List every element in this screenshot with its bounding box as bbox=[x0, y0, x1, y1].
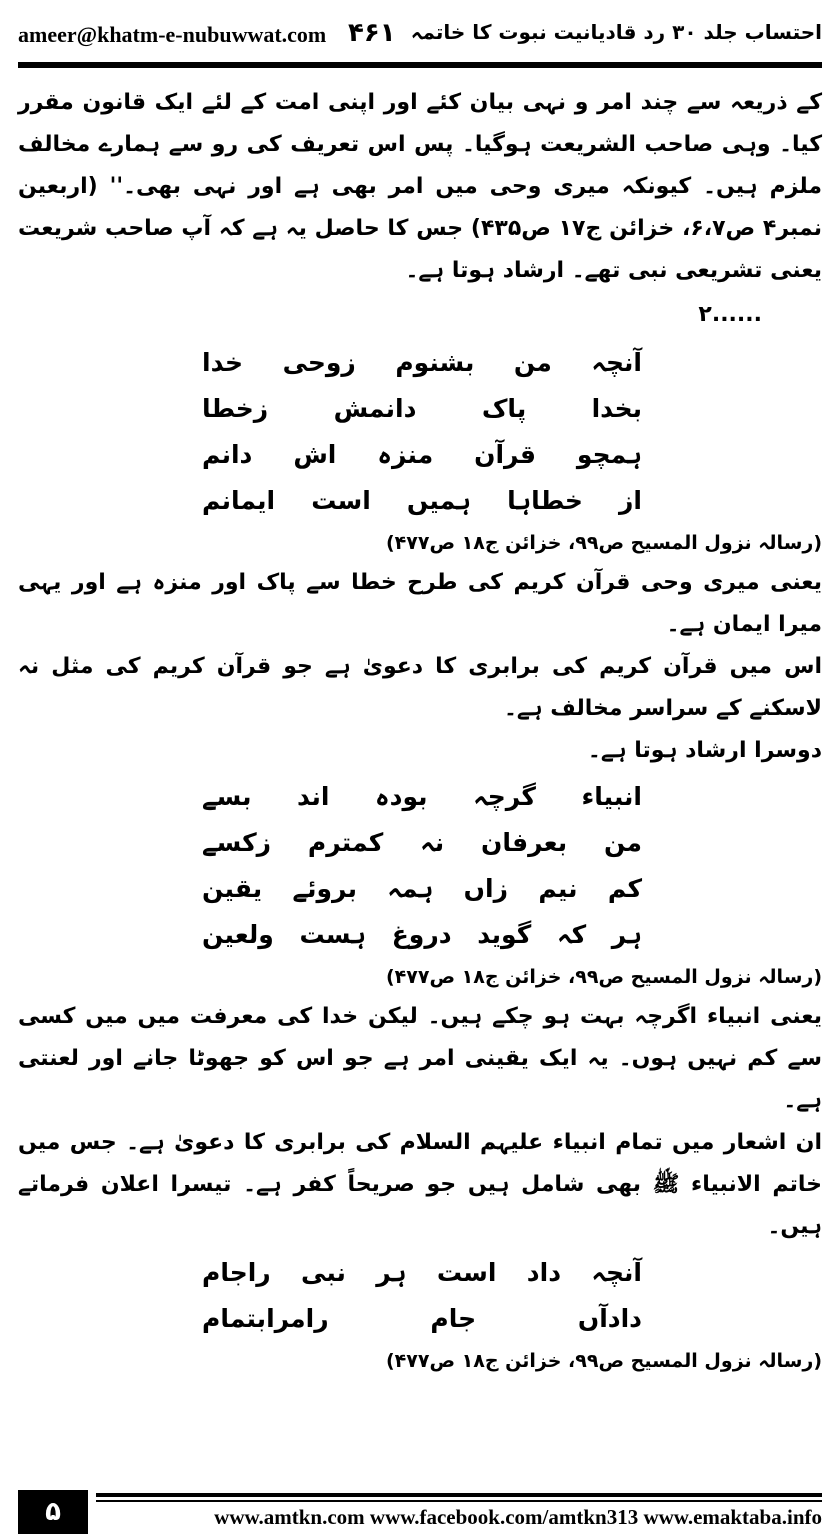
verse-word: نہ bbox=[420, 828, 445, 857]
verse-line bbox=[202, 774, 642, 820]
verse-word: رامرابتمام bbox=[202, 1304, 329, 1333]
translation-1: یعنی میری وحی قرآن کریم کی طرح خطا سے پاک اور منزہ ہے اور یہی میرا ایمان ہے۔ bbox=[18, 570, 822, 637]
verse-word: ہر bbox=[376, 1258, 407, 1287]
verse-line bbox=[202, 820, 642, 866]
verse-word: نیم bbox=[538, 874, 578, 903]
commentary-1: اس میں قرآن کریم کی برابری کا دعویٰ ہے جو قرآن کریم کی مثل نہ لاسکنے کے سراسر مخالف ہے۔ bbox=[18, 654, 822, 721]
verse-2 bbox=[202, 774, 642, 958]
verse-word: بشنوم bbox=[395, 348, 475, 377]
verse-word: کمترم bbox=[307, 828, 384, 857]
verse-word: دروغ bbox=[391, 920, 452, 949]
verse-line bbox=[202, 478, 642, 524]
verse-word: داد bbox=[526, 1258, 562, 1287]
verse-word: جام bbox=[430, 1304, 477, 1333]
verse-word: خدا bbox=[202, 348, 244, 377]
verse-word: زاں bbox=[463, 874, 508, 903]
verse-word: است bbox=[311, 486, 371, 515]
verse-word: نبی bbox=[301, 1258, 346, 1287]
verse-word: اش bbox=[293, 440, 337, 469]
verse-word: است bbox=[436, 1258, 497, 1287]
verse-word: دانمش bbox=[333, 394, 417, 423]
verse-word: یقین bbox=[202, 874, 263, 903]
verse-word: پاک bbox=[481, 394, 527, 423]
translation-2: یعنی انبیاء اگرچہ بہت ہو چکے ہیں۔ لیکن خدا کی معرفت میں میں کسی سے کم نہیں ہوں۔ یہ ایک یقینی امر ہے جو اس کو جھوٹا جانے اور لعنتی ہے۔ bbox=[18, 1004, 822, 1113]
item-marker: ......۲ bbox=[698, 302, 762, 327]
verse-word: ہست bbox=[299, 920, 367, 949]
verse-line bbox=[202, 432, 642, 478]
verse-word: بودہ bbox=[375, 782, 428, 811]
verse-word: از bbox=[619, 486, 642, 515]
second-decree: دوسرا ارشاد ہوتا ہے۔ bbox=[587, 738, 822, 763]
verse-word: من bbox=[513, 348, 552, 377]
footer-rule bbox=[96, 1493, 822, 1497]
reference-2: (رسالہ نزول المسیح ص۹۹، خزائن ج۱۸ ص۴۷۷) bbox=[385, 966, 822, 988]
verse-word: اند bbox=[297, 782, 330, 811]
verse-word: بخدا bbox=[591, 394, 642, 423]
verse-word: من bbox=[604, 828, 642, 857]
footer-rule-thin bbox=[96, 1500, 822, 1502]
verse-line bbox=[202, 1296, 642, 1342]
verse-word: ہمچو bbox=[576, 440, 642, 469]
verse-word: ہمیں bbox=[406, 486, 472, 515]
footer-websites: www.amtkn.com www.facebook.com/amtkn313 www.emaktaba.info bbox=[214, 1505, 822, 1529]
verse-word: ایمانم bbox=[202, 486, 276, 515]
header-rule bbox=[18, 62, 822, 68]
footer-page-badge: ۵ bbox=[18, 1490, 88, 1534]
verse-word: کم bbox=[607, 874, 642, 903]
page-header bbox=[18, 14, 822, 58]
verse-line bbox=[202, 340, 642, 386]
verse-word: کہ bbox=[556, 920, 587, 949]
verse-word: منزہ bbox=[377, 440, 434, 469]
verse-word: ہمہ bbox=[387, 874, 434, 903]
verse-1 bbox=[202, 340, 642, 524]
header-page-number: ۴۶۱ bbox=[348, 18, 396, 48]
verse-word: گوید bbox=[477, 920, 532, 949]
verse-word: راجام bbox=[202, 1258, 271, 1287]
header-email: ameer@khatm-e-nubuwwat.com bbox=[18, 22, 327, 47]
verse-line bbox=[202, 386, 642, 432]
verse-word: دادآں bbox=[577, 1304, 642, 1333]
verse-word: بروئے bbox=[292, 874, 357, 903]
verse-word: بسے bbox=[202, 782, 252, 811]
verse-line bbox=[202, 866, 642, 912]
paragraph-1: کے ذریعہ سے چند امر و نہی بیان کئے اور اپنی امت کے لئے ایک قانون مقرر کیا۔ وہی صاحب الشریعت ہوگیا۔ پس اس تعریف کی رو سے ہمارے مخالف ملزم ہیں۔ کیونکہ میری وحی میں امر بھی ہے اور نہی بھی۔'' (اربعین نمبر۴ ص۶،۷، خزائن ج۱۷ ص۴۳۵) جس کا حاصل یہ ہے کہ آپ صاحب شریعت یعنی تشریعی نبی تھے۔ ارشاد ہوتا ہے۔ bbox=[18, 90, 822, 283]
verse-line bbox=[202, 1250, 642, 1296]
reference-1: (رسالہ نزول المسیح ص۹۹، خزائن ج۱۸ ص۴۷۷) bbox=[385, 532, 822, 554]
verse-word: زکسے bbox=[202, 828, 272, 857]
commentary-2: ان اشعار میں تمام انبیاء علیہم السلام کی برابری کا دعویٰ ہے۔ جس میں خاتم الانبیاء ﷺ بھی شامل ہیں جو صریحاً کفر ہے۔ تیسرا اعلان فرماتے ہیں۔ bbox=[18, 1130, 822, 1239]
verse-word: دانم bbox=[202, 440, 253, 469]
verse-word: گرچہ bbox=[473, 782, 536, 811]
verse-word: زوحی bbox=[282, 348, 356, 377]
verse-line bbox=[202, 912, 642, 958]
verse-word: قرآن bbox=[474, 440, 536, 469]
verse-word: ہر bbox=[611, 920, 642, 949]
page-content bbox=[18, 82, 822, 1380]
header-book-title: احتساب جلد ۳۰ رد قادیانیت نبوت کا خاتمہ bbox=[410, 20, 822, 44]
verse-word: انبیاء bbox=[581, 782, 642, 811]
verse-3 bbox=[202, 1250, 642, 1342]
verse-word: آنچہ bbox=[591, 1258, 642, 1287]
verse-word: آنچہ bbox=[591, 348, 642, 377]
verse-word: زخطا bbox=[202, 394, 269, 423]
verse-word: بعرفان bbox=[481, 828, 568, 857]
reference-3: (رسالہ نزول المسیح ص۹۹، خزائن ج۱۸ ص۴۷۷) bbox=[385, 1350, 822, 1372]
verse-word: ولعین bbox=[202, 920, 274, 949]
verse-word: خطاہا bbox=[507, 486, 583, 515]
